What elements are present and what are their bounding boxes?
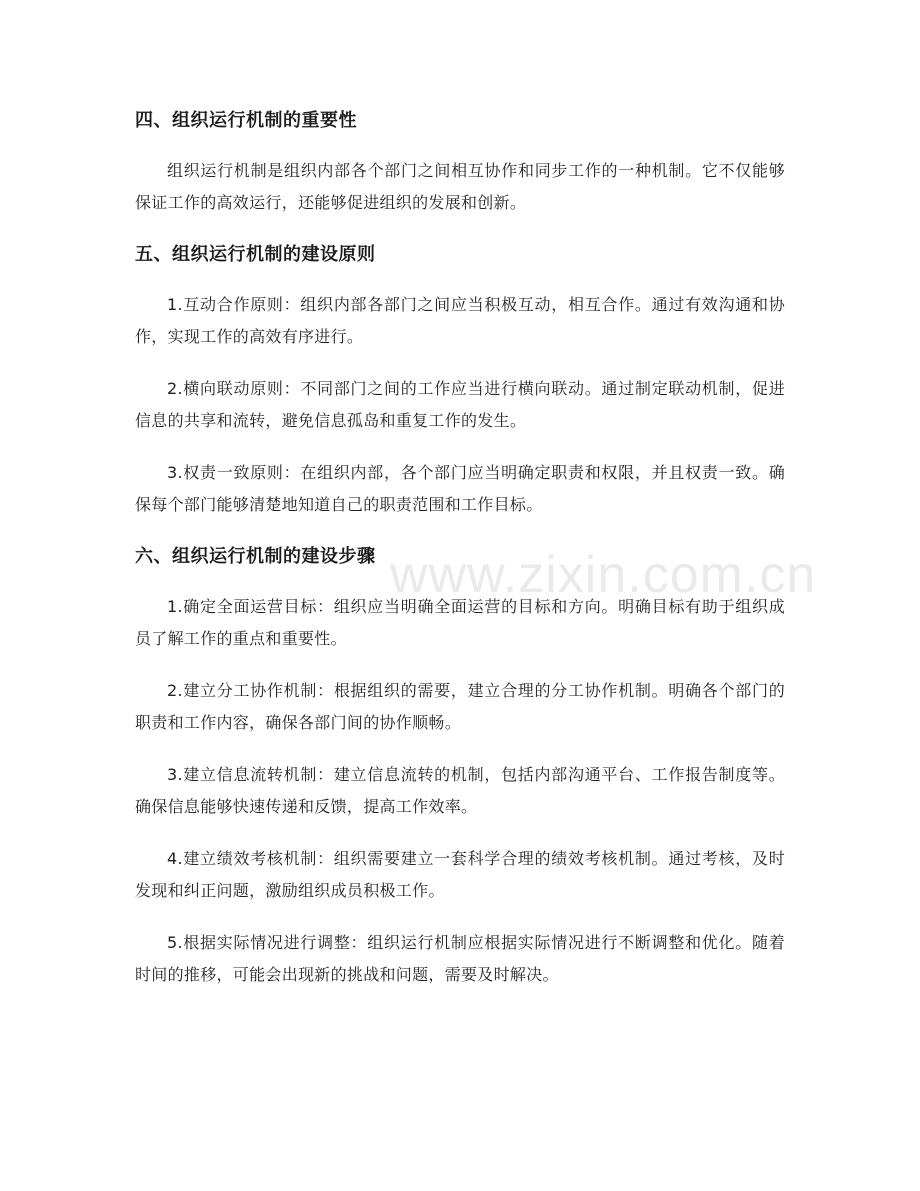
paragraph: 组织运行机制是组织内部各个部门之间相互协作和同步工作的一种机制。它不仅能够保证工作的高效运行，还能够促进组织的发展和创新。 xyxy=(135,161,785,212)
paragraph: 4.建立绩效考核机制：组织需要建立一套科学合理的绩效考核机制。通过考核，及时发现和纠正问题，激励组织成员积极工作。 xyxy=(135,849,785,900)
paragraph: 3.建立信息流转机制：建立信息流转的机制，包括内部沟通平台、工作报告制度等。确保信息能够快速传递和反馈，提高工作效率。 xyxy=(135,765,785,816)
paragraph: 5.根据实际情况进行调整：组织运行机制应根据实际情况进行不断调整和优化。随着时间的推移，可能会出现新的挑战和问题，需要及时解决。 xyxy=(135,933,785,984)
paragraph: 2.横向联动原则：不同部门之间的工作应当进行横向联动。通过制定联动机制，促进信息的共享和流转，避免信息孤岛和重复工作的发生。 xyxy=(135,379,785,430)
section-heading: 六、组织运行机制的建设步骤 xyxy=(135,546,376,567)
paragraph: 1.互动合作原则：组织内部各部门之间应当积极互动，相互合作。通过有效沟通和协作，实现工作的高效有序进行。 xyxy=(135,295,785,346)
section-importance xyxy=(135,105,785,219)
document-body xyxy=(135,105,785,1011)
paragraph: 1.确定全面运营目标：组织应当明确全面运营的目标和方向。明确目标有助于组织成员了解工作的重点和重要性。 xyxy=(135,597,785,648)
paragraph: 3.权责一致原则：在组织内部，各个部门应当明确定职责和权限，并且权责一致。确保每个部门能够清楚地知道自己的职责范围和工作目标。 xyxy=(135,463,785,514)
paragraph: 2.建立分工协作机制：根据组织的需要，建立合理的分工协作机制。明确各个部门的职责和工作内容，确保各部门间的协作顺畅。 xyxy=(135,681,785,732)
section-principles xyxy=(135,239,785,521)
section-heading: 四、组织运行机制的重要性 xyxy=(135,110,357,131)
section-heading: 五、组织运行机制的建设原则 xyxy=(135,244,376,265)
section-steps xyxy=(135,541,785,991)
watermark: www.zixin.com.cn xyxy=(390,546,817,604)
